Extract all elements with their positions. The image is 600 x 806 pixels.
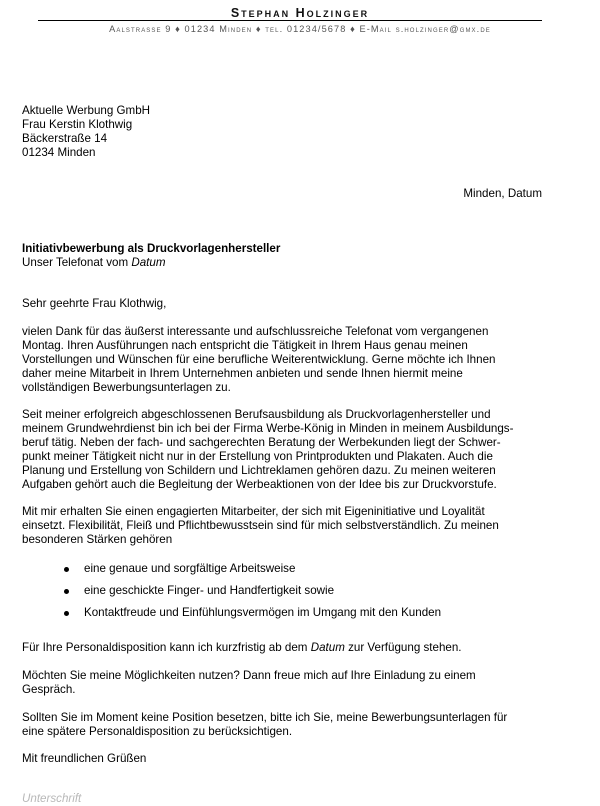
paragraph-line: Montag. Ihren Ausführungen nach entspricht die Tätigkeit in Ihrem Haus genau meinen	[22, 339, 468, 352]
paragraph-line: beruf tätig. Neben der fach- und sachgerechten Beratung der Werbekunden liegt der Schwer-	[22, 436, 501, 449]
salutation: Sehr geehrte Frau Klothwig,	[22, 297, 167, 310]
subject-reference	[22, 256, 550, 270]
paragraph-line: einsetzt. Flexibilität, Fleiß und Pflichtbewusstsein sind für mich selbstverständlich. Zu meinen	[22, 519, 499, 532]
recipient-city: 01234 Minden	[22, 146, 96, 159]
list-item-text: eine geschickte Finger- und Handfertigkeit sowie	[84, 584, 335, 597]
paragraph-line: vollständigen Bewerbungsunterlagen zu.	[22, 381, 231, 394]
signature-placeholder: Unterschrift	[22, 792, 82, 805]
paragraph-4	[22, 641, 550, 655]
paragraph-line: Sollten Sie im Moment keine Position besetzen, bitte ich Sie, meine Bewerbungsunterlagen für	[22, 711, 508, 724]
closing-phrase: Mit freundlichen Grüßen	[22, 752, 147, 765]
paragraph-line: besonderen Stärken gehören	[22, 533, 173, 546]
sender-name: Stephan Holzinger	[230, 6, 370, 20]
paragraph-line: eine spätere Personaldisposition zu berücksichtigen.	[22, 725, 293, 738]
recipient-contact-person: Frau Kerstin Klothwig	[22, 118, 133, 131]
list-item	[64, 584, 564, 606]
paragraph-line: meinem Grundwehrdienst bin ich bei der Firma Werbe-König in Minden in meinem Ausbildungs-	[22, 422, 514, 435]
bullet-icon	[64, 589, 69, 594]
paragraph-line: Planung und Erstellung von Schildern und Lichtreklamen gehören dazu. Zu meinen weiteren	[22, 464, 496, 477]
paragraph-3	[22, 505, 550, 547]
paragraph-6	[22, 711, 550, 739]
list-item	[64, 562, 564, 584]
paragraph-5	[22, 669, 550, 697]
subject-block	[22, 242, 550, 270]
paragraph-line: punkt meiner Tätigkeit nicht nur in der Erstellung von Printprodukten und Plakaten. Auch die	[22, 450, 493, 463]
recipient-street: Bäckerstraße 14	[22, 132, 108, 145]
list-item-text: eine genaue und sorgfältige Arbeitsweise	[84, 562, 296, 575]
strengths-list	[64, 562, 564, 628]
paragraph-line: Seit meiner erfolgreich abgeschlossenen Berufsausbildung als Druckvorlagenhersteller und	[22, 408, 491, 421]
paragraph-line: Mit mir erhalten Sie einen engagierten Mitarbeiter, der sich mit Eigeninitiative und Loyalität	[22, 505, 485, 518]
sender-contact-line: Aalstrasse 9 ♦ 01234 Minden ♦ tel. 01234/5678 ♦ E-Mail s.holzinger@gmx.de	[109, 24, 491, 34]
paragraph-line: Aufgaben gehört auch die Begleitung der Werbeaktionen von der Idee bis zur Druckvorstufe.	[22, 478, 497, 491]
recipient-company: Aktuelle Werbung GmbH	[22, 104, 151, 117]
availability-date-placeholder: Datum	[310, 641, 345, 654]
paragraph-line: Vorstellungen und Wünschen für eine berufliche Weiterentwicklung. Gerne möchte ich Ihnen	[22, 353, 496, 366]
subject-title: Initiativbewerbung als Druckvorlagenhersteller	[22, 242, 281, 255]
subject-reference-prefix: Unser Telefonat vom	[22, 256, 132, 269]
availability-suffix: zur Verfügung stehen.	[344, 641, 462, 654]
subject-reference-placeholder: Datum	[131, 256, 166, 269]
bullet-icon	[64, 611, 69, 616]
recipient-address	[22, 104, 550, 160]
place-date: Minden, Datum	[463, 187, 542, 200]
letterhead-divider	[38, 20, 542, 21]
bullet-icon	[64, 567, 69, 572]
paragraph-line: vielen Dank für das äußerst interessante und aufschlussreiche Telefonat vom vergangenen	[22, 325, 489, 338]
paragraph-line: Möchten Sie meine Möglichkeiten nutzen? Dann freue mich auf Ihre Einladung zu einem	[22, 669, 476, 682]
paragraph-line: Gespräch.	[22, 683, 76, 696]
list-item	[64, 606, 564, 628]
paragraph-1	[22, 325, 550, 395]
paragraph-2	[22, 408, 550, 492]
list-item-text: Kontaktfreude und Einfühlungsvermögen im Umgang mit den Kunden	[84, 606, 442, 619]
paragraph-line: daher meine Mitarbeit in Ihrem Unternehmen anbieten und sende Ihnen hiermit meine	[22, 367, 463, 380]
availability-prefix: Für Ihre Personaldisposition kann ich kurzfristig ab dem	[22, 641, 311, 654]
